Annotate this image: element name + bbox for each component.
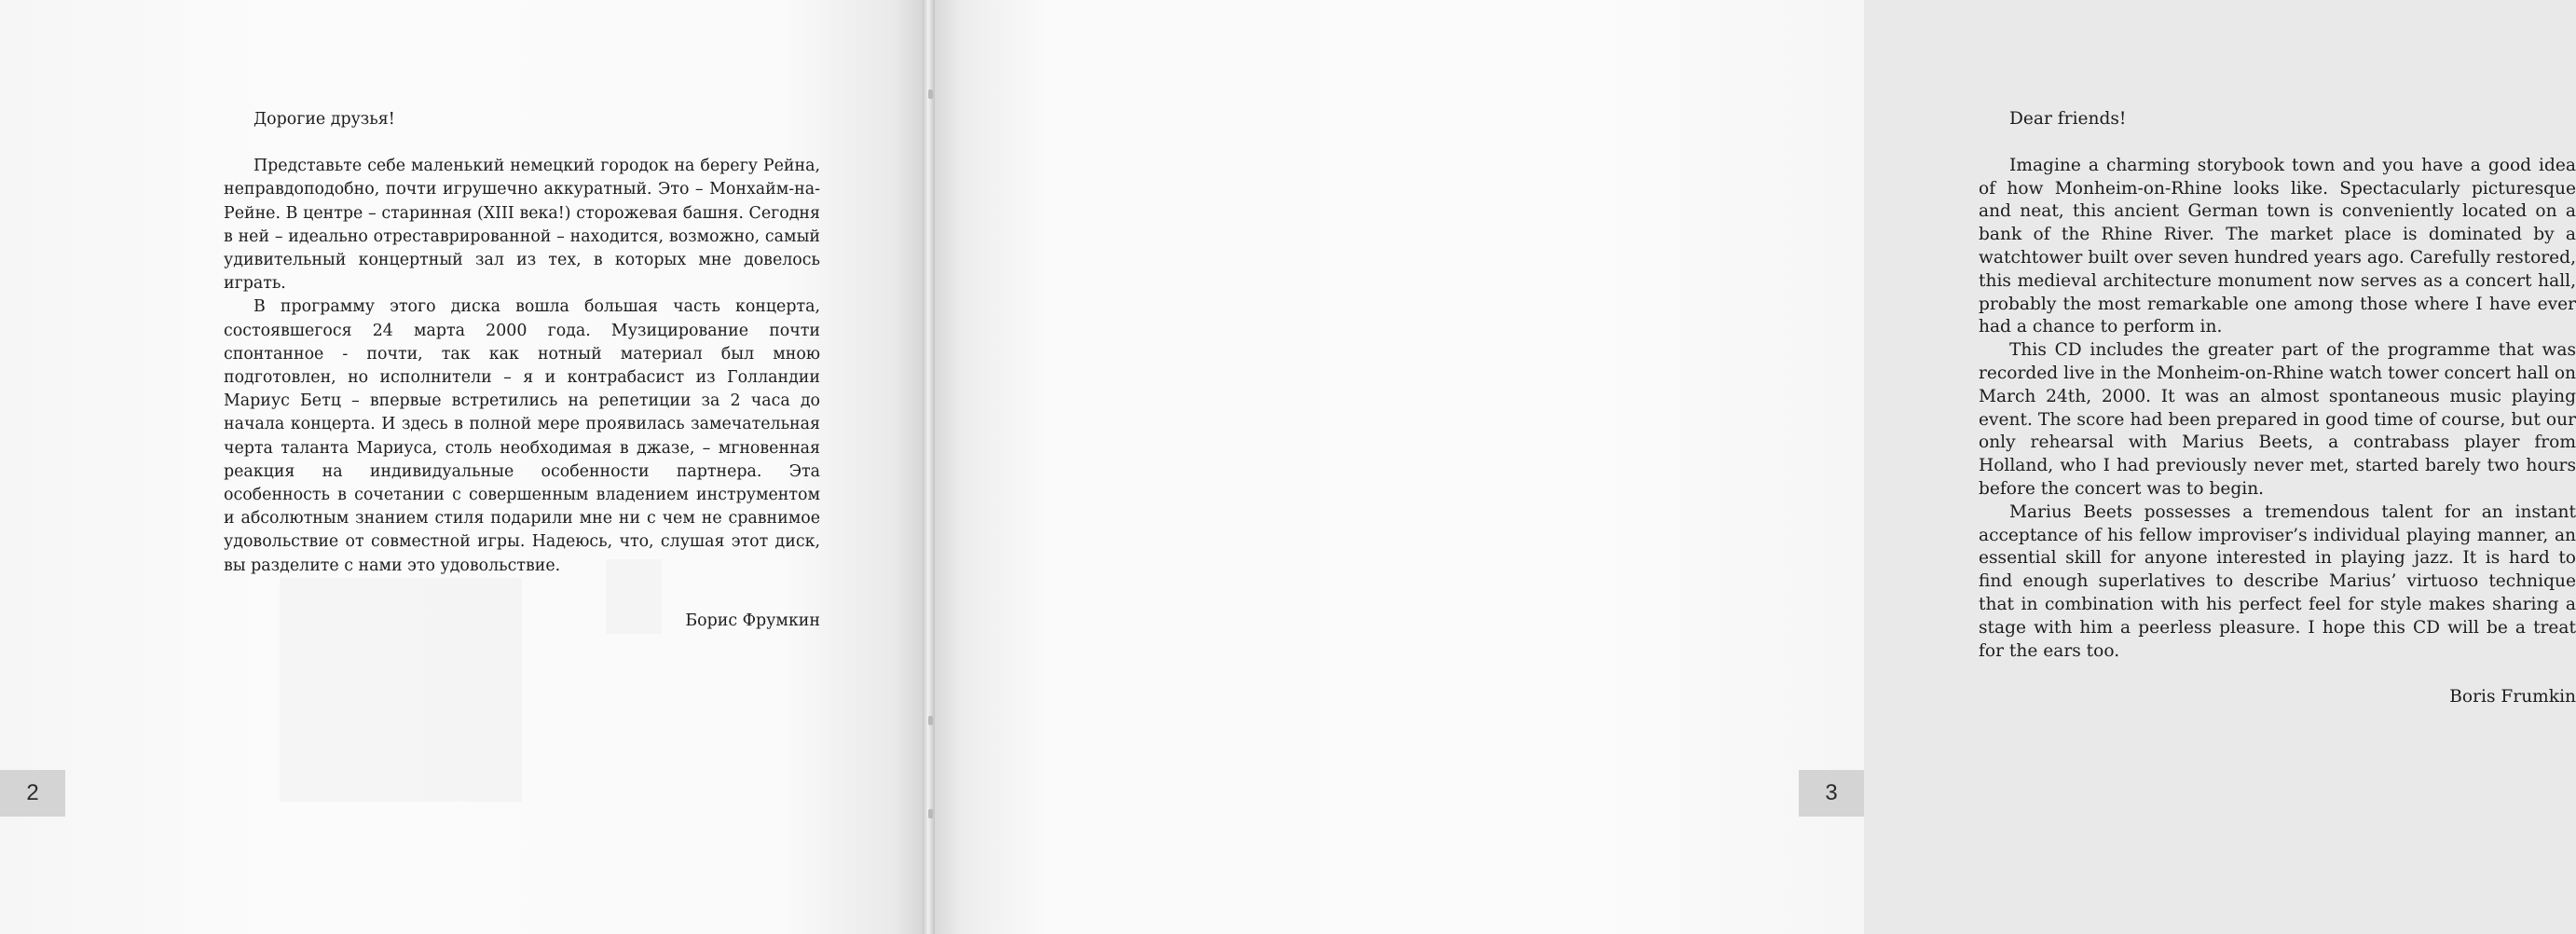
page-number-left: 2 [0,770,65,817]
english-paragraph: This CD includes the greater part of the programme that was recorded live in the Monheim-on-Rhine watch tower concert hall on March 24th, 2000. It was an almost spontaneous music playing event. The score had been prepared in good time of course, but our only rehearsal with Marius Beets, a contrabass player from Holland, who I had previously never met, started barely two hours before the concert was to begin. [1979,340,2576,499]
staple [928,89,933,99]
page-number-right: 3 [1799,770,1864,817]
russian-greeting: Дорогие друзья! [253,110,395,129]
english-signature: Boris Frumkin [2449,687,2576,707]
russian-paragraph: Представьте себе маленький немецкий городок на берегу Рейна, неправдоподобно, почти игрушечно аккуратный. Это – Монхайм-на-Рейне. В центре – старинная (XIII века!) сторожевая башня. Сегодня в ней – идеально отреставрированной – находится, возможно, самый удивительный концертный зал из тех, в которых мне довелось играть. [224,157,820,294]
english-letter [1979,108,2576,709]
russian-paragraph: В программу этого диска вошла большая часть концерта, состоявшегося 24 марта 2000 года. Музицирование почти спонтанное - почти, так как нотный материал был мною подготовлен, но исполнители – я и контрабасист из Голландии Мариус Бетц – впервые встретились на репетиции за 2 часа до начала концерта. И здесь в полной мере проявилась замечательная черта таланта Мариуса, столь необходимая в джазе, – мгновенная реакция на индивидуальные особенности партнера. Эта особенность в сочетании с совершенным владением инструментом и абсолютным знанием стиля подарили мне ни с чем не сравнимое удовольствие от совместной игры. Надеюсь, что, слушая этот диск, вы разделите с нами это удовольствие. [224,297,820,575]
english-greeting: Dear friends! [2009,109,2127,129]
booklet-gutter [923,0,935,934]
right-page [935,0,2576,934]
russian-signature: Борис Фрумкин [685,611,820,630]
staple [928,716,933,725]
staple [928,809,933,818]
russian-letter [224,108,820,633]
english-paragraph: Imagine a charming storybook town and you have a good idea of how Monheim-on-Rhine looks like. Spectacularly picturesque and neat, this ancient German town is conveniently located on a bank of the Rhine River. The market place is dominated by a watchtower built over seven hundred years ago. Carefully restored, this medieval architecture monument now serves as a concert hall, probably the most remarkable one among those where I have ever had a chance to perform in. [1979,155,2576,337]
english-paragraph: Marius Beets possesses a tremendous talent for an instant acceptance of his fellow improviser’s individual playing manner, an essential skill for anyone interested in playing jazz. It is hard to find enough superlatives to describe Marius’ virtuoso technique that in combination with his perfect feel for style makes sharing a stage with him a peerless pleasure. I hope this CD will be a treat for the ears too. [1979,501,2576,661]
left-page [0,0,923,934]
